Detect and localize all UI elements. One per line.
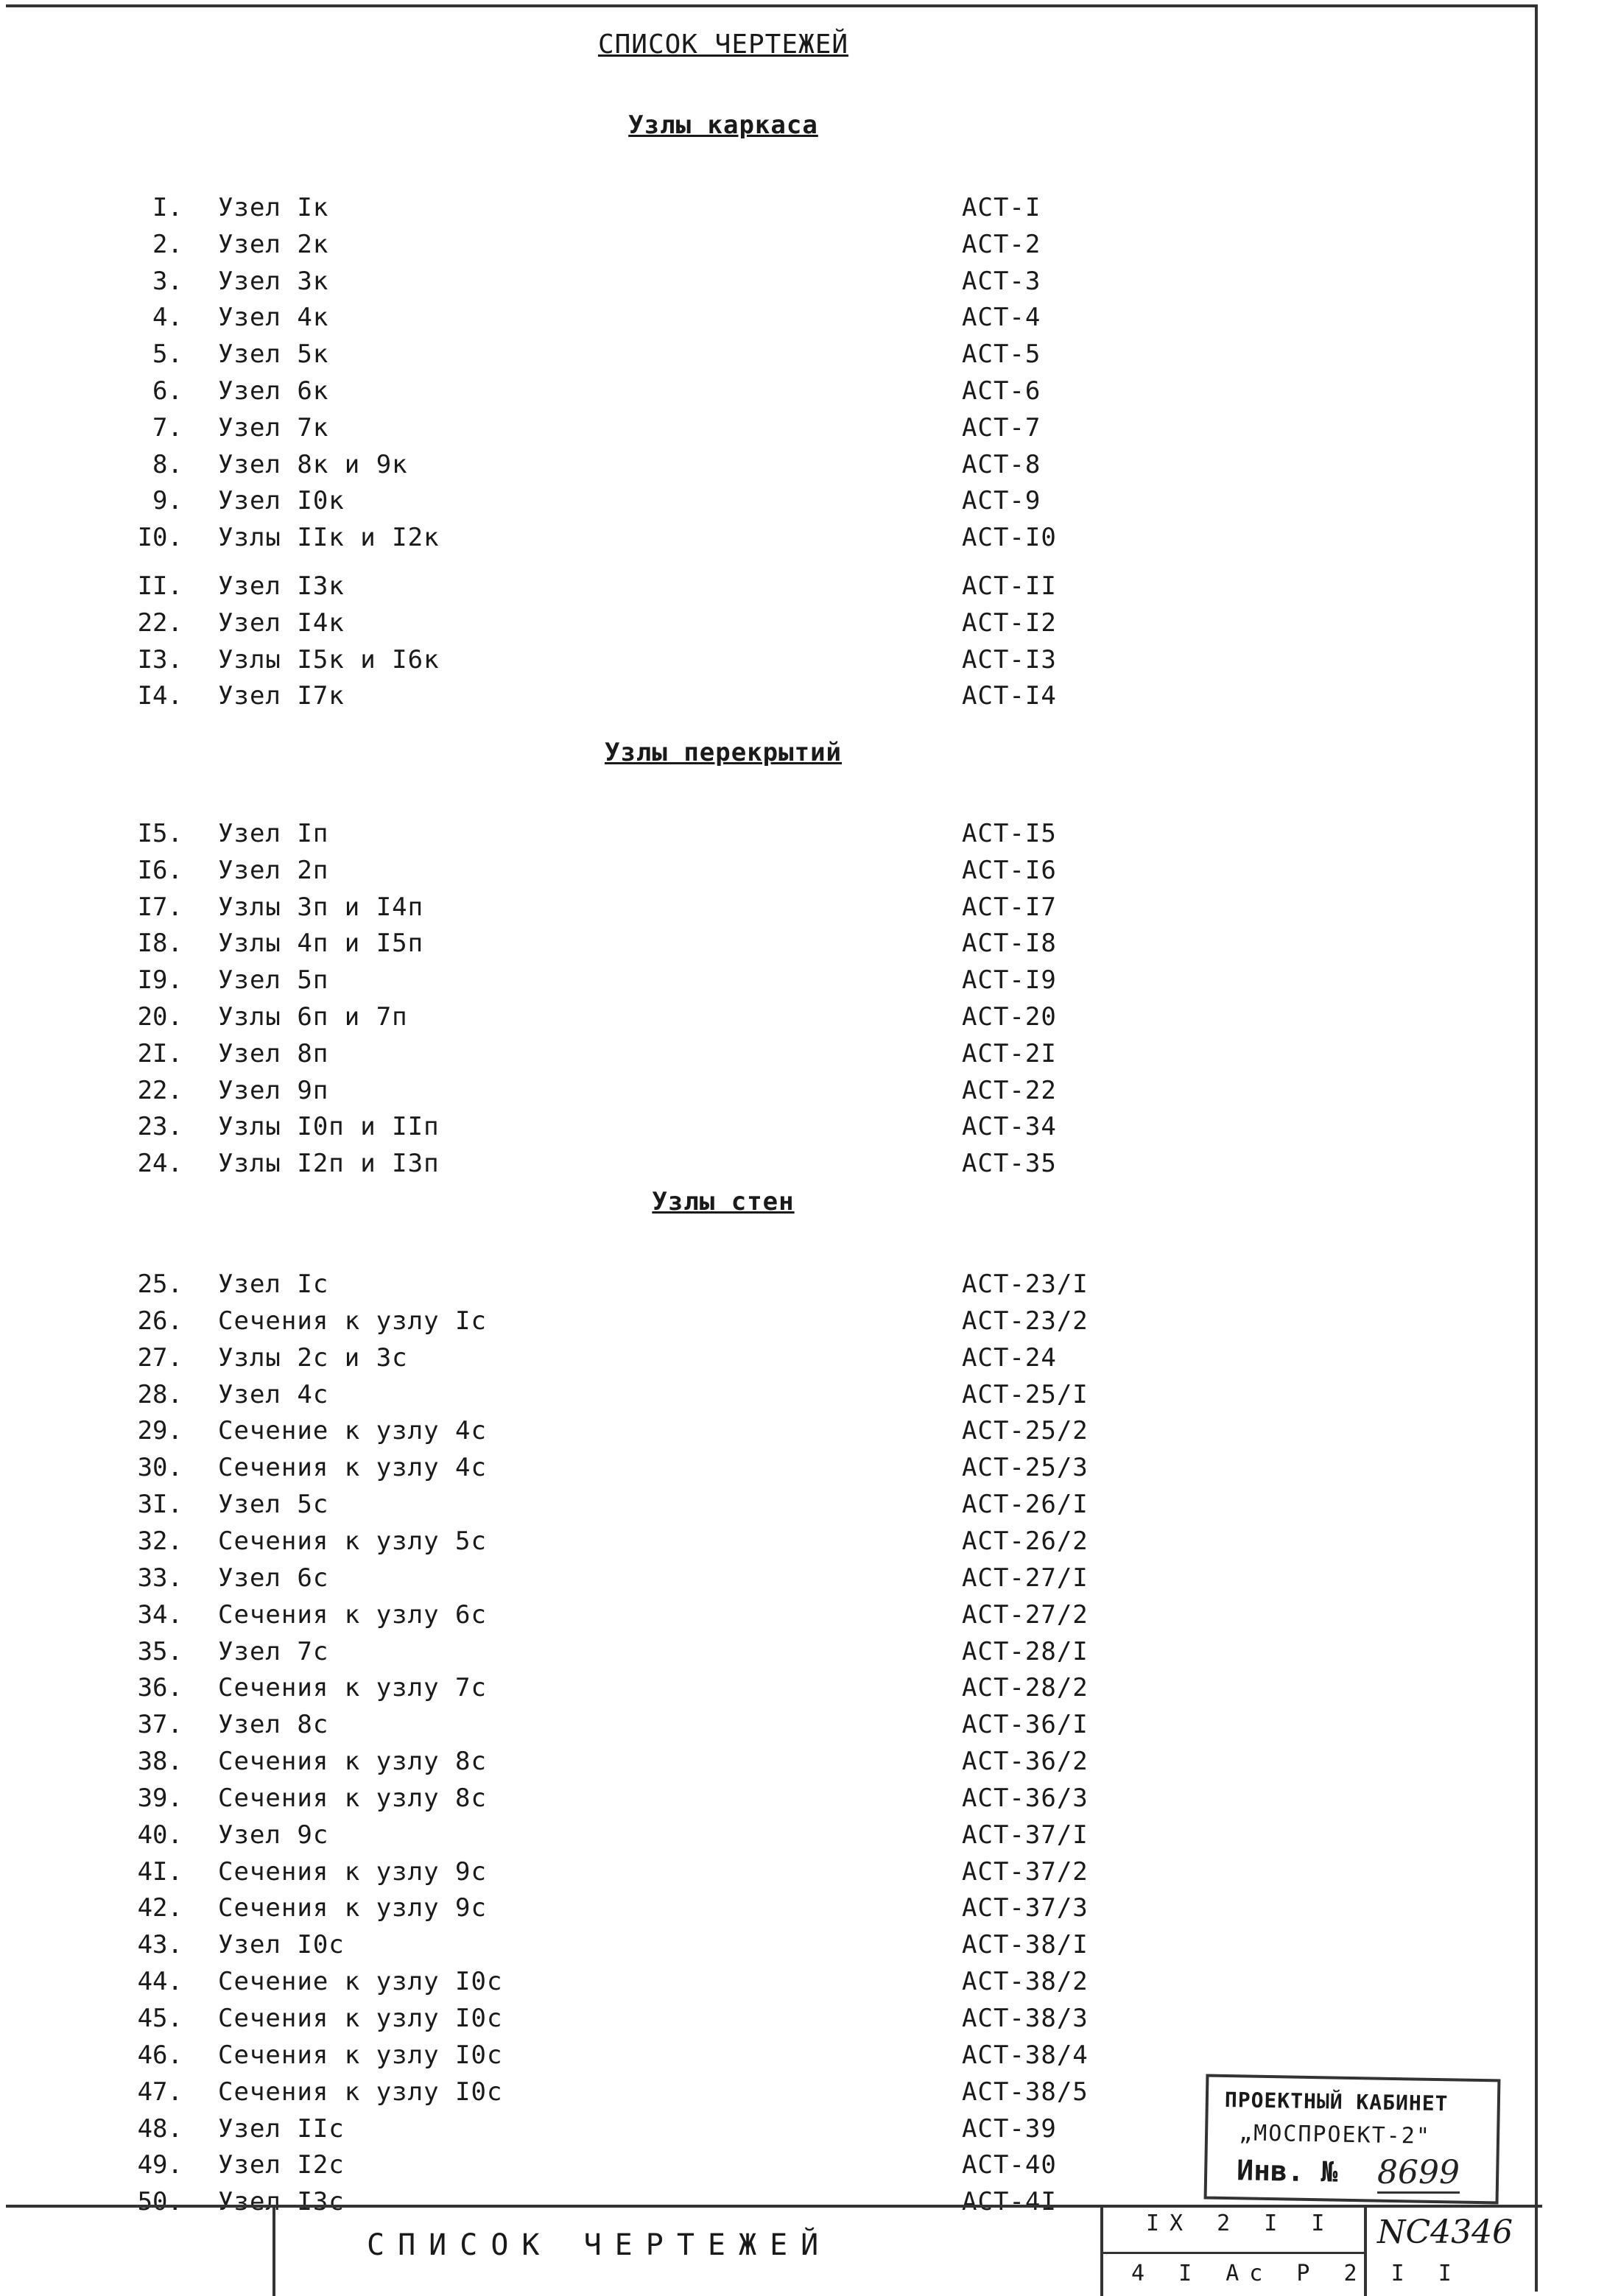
- list-item: [0, 1600, 1178, 1633]
- list-item: [0, 1967, 1178, 1999]
- item-num: 50.: [137, 2187, 183, 2216]
- item-name: Узел 2п: [218, 856, 329, 885]
- list-item: [0, 1930, 1178, 1962]
- item-code: АСТ-38/4: [962, 2040, 1089, 2070]
- item-num: II.: [137, 571, 183, 601]
- item-name: Сечения к узлу I0с: [218, 2077, 503, 2107]
- list-item: [0, 1343, 1178, 1376]
- item-code: АСТ-25/3: [962, 1453, 1089, 1482]
- item-name: Сечение к узлу 4с: [218, 1416, 487, 1445]
- item-num: 25.: [137, 1270, 183, 1299]
- item-num: 26.: [137, 1306, 183, 1336]
- item-num: I6.: [137, 856, 183, 885]
- item-name: Сечения к узлу I0с: [218, 2004, 503, 2033]
- item-num: 7.: [152, 413, 183, 443]
- item-num: I0.: [137, 523, 183, 552]
- item-num: 38.: [137, 1747, 183, 1776]
- item-code: АСТ-23/2: [962, 1306, 1089, 1336]
- item-code: АСТ-3: [962, 267, 1041, 296]
- item-num: 45.: [137, 2004, 183, 2033]
- item-name: Узел I0с: [218, 1930, 345, 1959]
- item-name: Узел I7к: [218, 681, 345, 711]
- list-item: [0, 2004, 1178, 2036]
- list-item: [0, 645, 1178, 677]
- list-item: [0, 193, 1178, 225]
- item-code: АСТ-2I: [962, 1039, 1057, 1068]
- item-name: Узлы I0п и IIп: [218, 1112, 440, 1141]
- section-heading: Узлы каркаса: [628, 110, 818, 140]
- item-code: АСТ-I7: [962, 892, 1057, 922]
- list-item: [0, 1783, 1178, 1816]
- item-num: I.: [152, 193, 183, 222]
- item-code: АСТ-40: [962, 2150, 1057, 2180]
- item-name: Узел I3к: [218, 571, 345, 601]
- item-num: 3.: [152, 267, 183, 296]
- title-block-divider: [1100, 2252, 1364, 2254]
- item-code: АСТ-37/3: [962, 1893, 1089, 1923]
- item-name: Сечения к узлу 5с: [218, 1526, 487, 1556]
- item-name: Сечения к узлу I0с: [218, 2040, 503, 2070]
- item-num: 49.: [137, 2150, 183, 2180]
- list-item: [0, 1380, 1178, 1412]
- item-name: Узел 8с: [218, 1710, 329, 1739]
- item-num: 3I.: [137, 1490, 183, 1519]
- item-num: 9.: [152, 486, 183, 515]
- list-item: [0, 450, 1178, 482]
- item-name: Узел 8п: [218, 1039, 329, 1068]
- item-name: Узел 2к: [218, 230, 329, 259]
- item-name: Узел IIс: [218, 2114, 345, 2144]
- list-item: [0, 1416, 1178, 1448]
- item-code: АСТ-6: [962, 376, 1041, 406]
- item-code: АСТ-2: [962, 230, 1041, 259]
- item-num: 37.: [137, 1710, 183, 1739]
- item-name: Сечения к узлу 8с: [218, 1747, 487, 1776]
- item-name: Сечения к узлу 9с: [218, 1857, 487, 1887]
- item-num: 20.: [137, 1002, 183, 1032]
- item-name: Сечения к узлу 8с: [218, 1783, 487, 1813]
- item-name: Узел 5к: [218, 339, 329, 369]
- list-item: [0, 486, 1178, 518]
- item-code: АСТ-39: [962, 2114, 1057, 2144]
- item-num: I4.: [137, 681, 183, 711]
- item-num: 32.: [137, 1526, 183, 1556]
- item-code: АСТ-34: [962, 1112, 1057, 1141]
- item-name: Узлы 3п и I4п: [218, 892, 424, 922]
- item-name: Сечения к узлу 4с: [218, 1453, 487, 1482]
- item-code: АСТ-38/2: [962, 1967, 1089, 1996]
- list-item: [0, 608, 1178, 641]
- item-name: Узел 7к: [218, 413, 329, 443]
- item-name: Узлы I2п и I3п: [218, 1149, 440, 1178]
- item-code: АСТ-38/3: [962, 2004, 1089, 2033]
- item-code: АСТ-7: [962, 413, 1041, 443]
- stamp-project: „МОСПРОЕКТ-2": [1238, 2120, 1432, 2149]
- item-num: 47.: [137, 2077, 183, 2107]
- list-item: [0, 965, 1178, 998]
- list-item: [0, 892, 1178, 925]
- item-num: 46.: [137, 2040, 183, 2070]
- list-item: [0, 1076, 1178, 1108]
- item-name: Сечения к узлу 7с: [218, 1673, 487, 1702]
- list-item: [0, 1039, 1178, 1071]
- stamp-inv-number: 8699: [1377, 2154, 1460, 2194]
- item-code: АСТ-I9: [962, 965, 1057, 995]
- item-code: АСТ-9: [962, 486, 1041, 515]
- item-num: 44.: [137, 1967, 183, 1996]
- item-code: АСТ-37/I: [962, 1820, 1089, 1850]
- item-num: 22.: [137, 608, 183, 638]
- item-code: АСТ-I0: [962, 523, 1057, 552]
- item-num: I7.: [137, 892, 183, 922]
- list-item: [0, 1453, 1178, 1485]
- item-name: Узел I3с: [218, 2187, 345, 2216]
- page-title: СПИСОК ЧЕРТЕЖЕЙ: [597, 29, 849, 60]
- item-code: АСТ-36/2: [962, 1747, 1089, 1776]
- item-name: Узел I4к: [218, 608, 345, 638]
- title-block-title: СПИСОК ЧЕРТЕЖЕЙ: [367, 2228, 832, 2262]
- item-code: АСТ-25/2: [962, 1416, 1089, 1445]
- item-num: 22.: [137, 1076, 183, 1105]
- item-num: 23.: [137, 1112, 183, 1141]
- list-item: [0, 819, 1178, 851]
- item-code: АСТ-26/2: [962, 1526, 1089, 1556]
- item-code: АСТ-I6: [962, 856, 1057, 885]
- item-name: Сечения к узлу 6с: [218, 1600, 487, 1630]
- item-name: Узлы I5к и I6к: [218, 645, 440, 675]
- item-code: АСТ-26/I: [962, 1490, 1089, 1519]
- item-code: АСТ-20: [962, 1002, 1057, 1032]
- item-num: 8.: [152, 450, 183, 479]
- item-code: АСТ-36/I: [962, 1710, 1089, 1739]
- item-name: Узел 8к и 9к: [218, 450, 408, 479]
- item-num: 30.: [137, 1453, 183, 1482]
- item-num: 36.: [137, 1673, 183, 1702]
- list-item: [0, 681, 1178, 714]
- item-num: 27.: [137, 1343, 183, 1373]
- list-item: [0, 929, 1178, 961]
- title-block-inventory: NC4346: [1377, 2214, 1513, 2251]
- item-name: Узел 4к: [218, 303, 329, 332]
- item-num: 33.: [137, 1563, 183, 1593]
- item-name: Узел 6к: [218, 376, 329, 406]
- item-name: Узел Iп: [218, 819, 329, 848]
- section-heading: Узлы стен: [652, 1187, 795, 1216]
- item-num: 34.: [137, 1600, 183, 1630]
- item-code: АСТ-38/5: [962, 2077, 1089, 2107]
- item-code: АСТ-I: [962, 193, 1041, 222]
- item-num: 48.: [137, 2114, 183, 2144]
- item-name: Узел 7с: [218, 1637, 329, 1666]
- item-num: 28.: [137, 1380, 183, 1409]
- item-name: Сечение к узлу I0с: [218, 1967, 503, 1996]
- list-item: [0, 1490, 1178, 1522]
- item-num: 35.: [137, 1637, 183, 1666]
- item-code: АСТ-8: [962, 450, 1041, 479]
- title-block: [6, 2205, 1542, 2296]
- item-code: АСТ-4: [962, 303, 1041, 332]
- item-name: Узел 4с: [218, 1380, 329, 1409]
- list-item: [0, 1857, 1178, 1890]
- stamp-org: ПРОЕКТНЫЙ КАБИНЕТ: [1224, 2087, 1449, 2116]
- item-code: АСТ-37/2: [962, 1857, 1089, 1887]
- item-num: 4.: [152, 303, 183, 332]
- list-item: [0, 571, 1178, 604]
- list-item: [0, 1710, 1178, 1742]
- list-item: [0, 523, 1178, 555]
- list-item: [0, 267, 1178, 299]
- item-num: 24.: [137, 1149, 183, 1178]
- item-name: Узлы 2с и 3с: [218, 1343, 408, 1373]
- item-code: АСТ-I8: [962, 929, 1057, 958]
- list-item: [0, 339, 1178, 372]
- list-item: [0, 303, 1178, 335]
- list-item: [0, 2150, 1178, 2183]
- item-code: АСТ-II: [962, 571, 1057, 601]
- item-num: 29.: [137, 1416, 183, 1445]
- item-code: АСТ-22: [962, 1076, 1057, 1105]
- item-code: АСТ-I2: [962, 608, 1057, 638]
- list-item: [0, 1149, 1178, 1181]
- item-code: АСТ-27/I: [962, 1563, 1089, 1593]
- item-name: Узел 6с: [218, 1563, 329, 1593]
- item-num: 2I.: [137, 1039, 183, 1068]
- item-code: АСТ-23/I: [962, 1270, 1089, 1299]
- title-block-code: 4 I Ac P 2 I I: [1131, 2261, 1462, 2286]
- list-item: [0, 1270, 1178, 1302]
- item-code: АСТ-35: [962, 1149, 1057, 1178]
- list-item: [0, 1637, 1178, 1669]
- list-item: [0, 230, 1178, 262]
- list-item: [0, 1893, 1178, 1926]
- list-item: [0, 2040, 1178, 2073]
- item-num: I8.: [137, 929, 183, 958]
- list-item: [0, 1112, 1178, 1144]
- item-num: 4I.: [137, 1857, 183, 1887]
- item-num: 6.: [152, 376, 183, 406]
- list-item: [0, 2114, 1178, 2147]
- item-name: Узлы 6п и 7п: [218, 1002, 408, 1032]
- item-code: АСТ-I3: [962, 645, 1057, 675]
- item-name: Узел 9с: [218, 1820, 329, 1850]
- item-name: Сечения к узлу Iс: [218, 1306, 487, 1336]
- item-num: 5.: [152, 339, 183, 369]
- item-name: Узлы 4п и I5п: [218, 929, 424, 958]
- item-num: 39.: [137, 1783, 183, 1813]
- item-num: I5.: [137, 819, 183, 848]
- list-item: [0, 376, 1178, 409]
- title-block-code: IX 2 I I: [1146, 2211, 1335, 2236]
- item-name: Узел Iк: [218, 193, 329, 222]
- list-item: [0, 1002, 1178, 1035]
- item-code: АСТ-5: [962, 339, 1041, 369]
- item-name: Узел 5п: [218, 965, 329, 995]
- item-name: Узел Iс: [218, 1270, 329, 1299]
- item-code: АСТ-24: [962, 1343, 1057, 1373]
- item-num: 43.: [137, 1930, 183, 1959]
- item-code: АСТ-I4: [962, 681, 1057, 711]
- list-item: [0, 1747, 1178, 1779]
- item-code: АСТ-28/I: [962, 1637, 1089, 1666]
- item-name: Узел 9п: [218, 1076, 329, 1105]
- item-num: 40.: [137, 1820, 183, 1850]
- item-num: 42.: [137, 1893, 183, 1923]
- list-item: [0, 1526, 1178, 1559]
- item-code: АСТ-25/I: [962, 1380, 1089, 1409]
- item-num: I3.: [137, 645, 183, 675]
- item-name: Узел 5с: [218, 1490, 329, 1519]
- section-heading: Узлы перекрытий: [604, 738, 843, 767]
- item-name: Узел I0к: [218, 486, 345, 515]
- item-code: АСТ-36/3: [962, 1783, 1089, 1813]
- item-code: АСТ-28/2: [962, 1673, 1089, 1702]
- item-code: АСТ-4I: [962, 2187, 1057, 2216]
- list-item: [0, 856, 1178, 888]
- stamp-inv-label: Инв. №: [1236, 2154, 1338, 2188]
- item-code: АСТ-I5: [962, 819, 1057, 848]
- list-item: [0, 1563, 1178, 1596]
- item-name: Узел I2с: [218, 2150, 345, 2180]
- item-num: I9.: [137, 965, 183, 995]
- list-item: [0, 2077, 1178, 2110]
- item-code: АСТ-27/2: [962, 1600, 1089, 1630]
- list-item: [0, 1673, 1178, 1705]
- list-item: [0, 1306, 1178, 1339]
- item-code: АСТ-38/I: [962, 1930, 1089, 1959]
- list-item: [0, 413, 1178, 446]
- title-block-divider: [272, 2208, 275, 2296]
- list-item: [0, 1820, 1178, 1853]
- item-name: Сечения к узлу 9с: [218, 1893, 487, 1923]
- item-name: Узел 3к: [218, 267, 329, 296]
- item-num: 2.: [152, 230, 183, 259]
- item-name: Узлы IIк и I2к: [218, 523, 440, 552]
